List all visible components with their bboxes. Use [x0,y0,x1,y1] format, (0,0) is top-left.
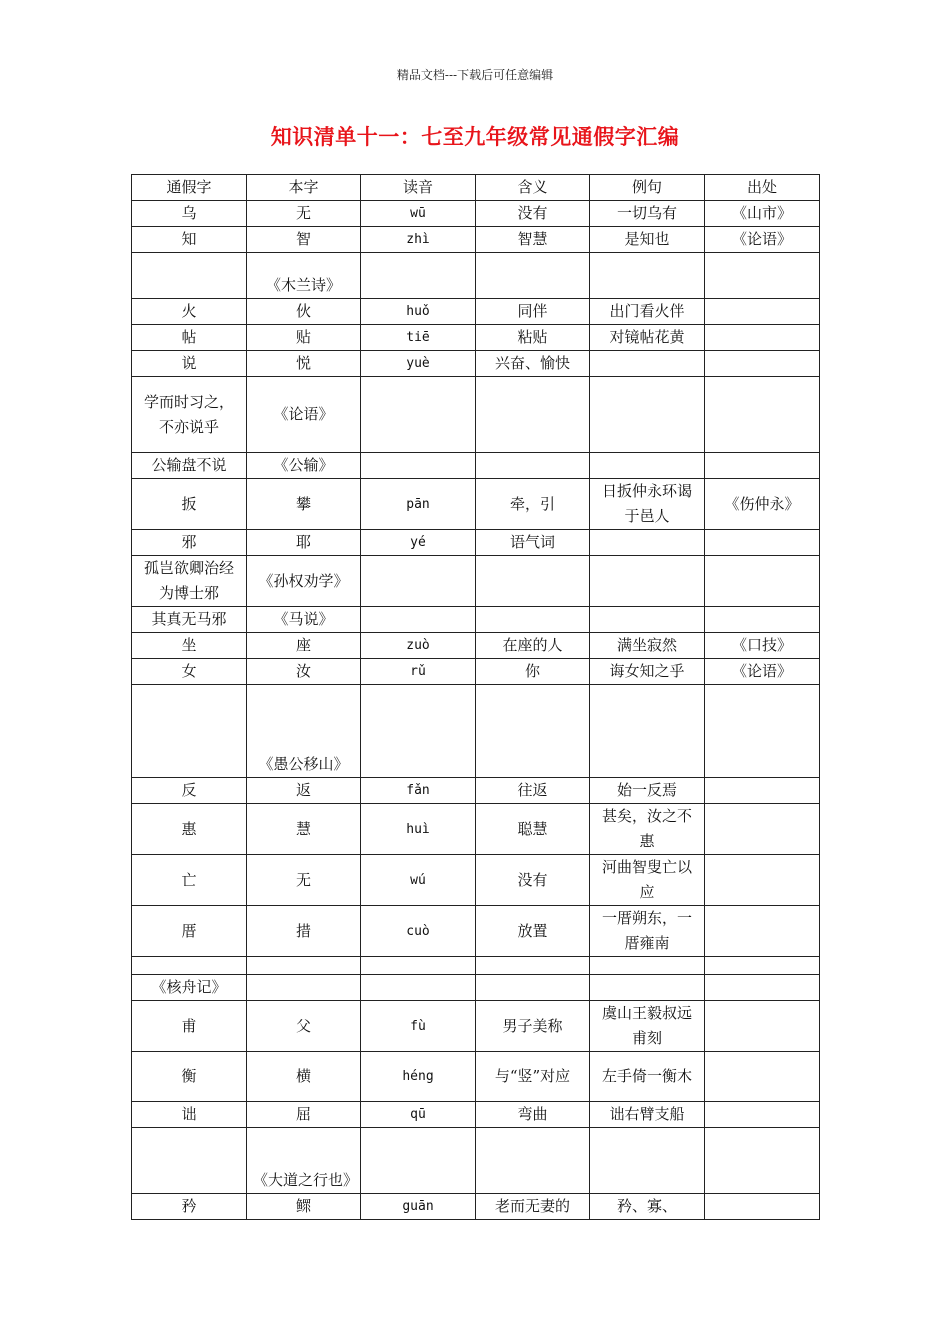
table-cell: 矜、寡、 [590,1194,705,1220]
table-cell: 你 [476,659,590,685]
header-chuchu: 出处 [705,175,820,201]
table-row [132,299,820,325]
table-row [132,453,820,479]
table-cell: héng [361,1052,476,1102]
table-row [132,855,820,906]
table-row [132,804,820,855]
table-cell [705,1001,820,1052]
table-cell [590,1128,705,1194]
table-cell: 扳 [132,479,247,530]
table-cell: 一厝朔东，一厝雍南 [590,906,705,957]
table-cell [705,299,820,325]
table-row [132,1052,820,1102]
table-cell [705,556,820,607]
table-cell: zhì [361,227,476,253]
table-cell [590,530,705,556]
table-cell: 《口技》 [705,633,820,659]
table-cell: 河曲智叟亡以应 [590,855,705,906]
table-cell [705,975,820,1001]
table-cell [705,804,820,855]
table-cell: 与“竖”对应 [476,1052,590,1102]
table-cell: 虞山王毅叔远甫刻 [590,1001,705,1052]
table-cell: 知 [132,227,247,253]
table-row [132,778,820,804]
table-row [132,325,820,351]
table-cell: 父 [247,1001,361,1052]
table-cell [361,253,476,299]
table-cell [705,778,820,804]
header-benzi: 本字 [247,175,361,201]
table-cell: 智 [247,227,361,253]
table-cell: 横 [247,1052,361,1102]
table-row [132,530,820,556]
table-cell: 牵，引 [476,479,590,530]
table-cell: 女 [132,659,247,685]
table-cell: 出门看火伴 [590,299,705,325]
table-cell: wū [361,201,476,227]
table-cell: 《论语》 [247,377,361,453]
table-cell [361,685,476,778]
table-cell [476,685,590,778]
table-cell: 鳏 [247,1194,361,1220]
table-cell: 乌 [132,201,247,227]
table-cell [361,1128,476,1194]
table-cell: 其真无马邪 [132,607,247,633]
table-cell [590,975,705,1001]
table-cell: cuò [361,906,476,957]
table-cell: 粘贴 [476,325,590,351]
header-note: 精品文档---下载后可任意编辑 [396,68,554,82]
table-cell: 《愚公移山》 [247,685,361,778]
table-cell: yé [361,530,476,556]
table-cell [361,556,476,607]
table-cell: 屈 [247,1102,361,1128]
table-cell: qū [361,1102,476,1128]
table-cell: 聪慧 [476,804,590,855]
table-cell [361,453,476,479]
table-cell: pān [361,479,476,530]
table-row [132,556,820,607]
page-title: 知识清单十一：七至九年级常见通假字汇编 [270,124,680,149]
table-cell: fǎn [361,778,476,804]
table-cell: wú [361,855,476,906]
table-cell [705,957,820,975]
table-cell [705,377,820,453]
table-cell: 帖 [132,325,247,351]
table-row [132,607,820,633]
table-cell: 亡 [132,855,247,906]
table-cell: 惠 [132,804,247,855]
table-cell: 同伴 [476,299,590,325]
table-cell [705,1128,820,1194]
table-cell [590,957,705,975]
table-cell: 措 [247,906,361,957]
table-row [132,633,820,659]
table-cell: 《核舟记》 [132,975,247,1001]
table-cell: 《伤仲永》 [705,479,820,530]
table-cell [590,377,705,453]
table-row [132,659,820,685]
table-cell [361,957,476,975]
table-cell: 返 [247,778,361,804]
table-row [132,351,820,377]
table-cell: 无 [247,201,361,227]
table-cell: 一切乌有 [590,201,705,227]
table-cell [476,377,590,453]
table-cell [590,453,705,479]
table-cell [705,855,820,906]
table-cell: 《公输》 [247,453,361,479]
table-cell: 《大道之行也》 [247,1128,361,1194]
table-cell: 汝 [247,659,361,685]
header-duyin: 读音 [361,175,476,201]
table-cell: 兴奋、愉快 [476,351,590,377]
table-cell: 是知也 [590,227,705,253]
table-cell [476,453,590,479]
table-row [132,1001,820,1052]
table-cell [132,957,247,975]
table-cell: huǒ [361,299,476,325]
table-cell [705,685,820,778]
table-cell: guān [361,1194,476,1220]
table-cell [361,607,476,633]
table-cell [705,1052,820,1102]
table-cell: 座 [247,633,361,659]
table-cell: 攀 [247,479,361,530]
table-cell: 诎 [132,1102,247,1128]
table-row [132,906,820,957]
table-cell [705,325,820,351]
table-cell [590,351,705,377]
table-row [132,957,820,975]
table-cell: 说 [132,351,247,377]
table-cell: 对镜帖花黄 [590,325,705,351]
table-cell: 邪 [132,530,247,556]
table-header-row [132,175,820,201]
table-cell: 诲女知之乎 [590,659,705,685]
table-cell [705,453,820,479]
table-cell: 智慧 [476,227,590,253]
table-cell: 男子美称 [476,1001,590,1052]
table-cell: 耶 [247,530,361,556]
table-row [132,377,820,453]
table-cell [476,1128,590,1194]
table-cell: 无 [247,855,361,906]
table-cell: 反 [132,778,247,804]
table-cell: 孤岂欲卿治经为博士邪 [132,556,247,607]
table-cell [132,253,247,299]
table-cell [705,1194,820,1220]
table-cell: 公输盘不说 [132,453,247,479]
table-cell [705,906,820,957]
table-cell: zuò [361,633,476,659]
table-cell [705,351,820,377]
table-cell: 甚矣，汝之不惠 [590,804,705,855]
table-cell: 满坐寂然 [590,633,705,659]
table-cell: rǔ [361,659,476,685]
table-cell [705,253,820,299]
table-row [132,685,820,778]
table-cell [476,975,590,1001]
table-cell [476,253,590,299]
table-row [132,227,820,253]
table-row [132,975,820,1001]
table-cell [590,556,705,607]
table-cell: fù [361,1001,476,1052]
table-row [132,253,820,299]
table-cell: 贴 [247,325,361,351]
table-cell: tiē [361,325,476,351]
table-cell [590,607,705,633]
table-cell: 伙 [247,299,361,325]
header-tongjiazi: 通假字 [132,175,247,201]
table-cell [132,685,247,778]
table-cell: 没有 [476,201,590,227]
table-cell: 日扳仲永环谒于邑人 [590,479,705,530]
table-cell [705,607,820,633]
table-cell: 火 [132,299,247,325]
table-cell [132,1128,247,1194]
table-cell [361,377,476,453]
table-cell: 厝 [132,906,247,957]
table-cell: 学而时习之，不亦说乎 [132,377,247,453]
table-cell: 往返 [476,778,590,804]
table-cell: 诎右臂支船 [590,1102,705,1128]
table-cell: yuè [361,351,476,377]
table-cell [476,957,590,975]
table-cell: 甫 [132,1001,247,1052]
table-cell [590,253,705,299]
table-cell: 放置 [476,906,590,957]
table-cell: 《山市》 [705,201,820,227]
table-cell: huì [361,804,476,855]
table-cell: 矜 [132,1194,247,1220]
table-cell: 《论语》 [705,659,820,685]
table-cell [476,556,590,607]
table-cell [476,607,590,633]
table-cell: 在座的人 [476,633,590,659]
table-row [132,1128,820,1194]
table-cell [361,975,476,1001]
table-cell [247,975,361,1001]
header-liju: 例句 [590,175,705,201]
table-cell: 悦 [247,351,361,377]
table-cell: 弯曲 [476,1102,590,1128]
table-cell: 没有 [476,855,590,906]
table-row [132,1102,820,1128]
table-cell: 《孙权劝学》 [247,556,361,607]
table-cell [247,957,361,975]
table-cell: 衡 [132,1052,247,1102]
table-cell [705,530,820,556]
table-row [132,1194,820,1220]
tongjiazi-table [131,174,820,1220]
table-row [132,479,820,530]
table-cell: 始一反焉 [590,778,705,804]
table-cell: 语气词 [476,530,590,556]
table-cell [705,1102,820,1128]
table-cell: 《马说》 [247,607,361,633]
table-cell [590,685,705,778]
header-hanyi: 含义 [476,175,590,201]
table-cell: 坐 [132,633,247,659]
table-row [132,201,820,227]
table-cell: 左手倚一衡木 [590,1052,705,1102]
table-cell: 《论语》 [705,227,820,253]
table-cell: 老而无妻的 [476,1194,590,1220]
table-cell: 《木兰诗》 [247,253,361,299]
table-cell: 慧 [247,804,361,855]
